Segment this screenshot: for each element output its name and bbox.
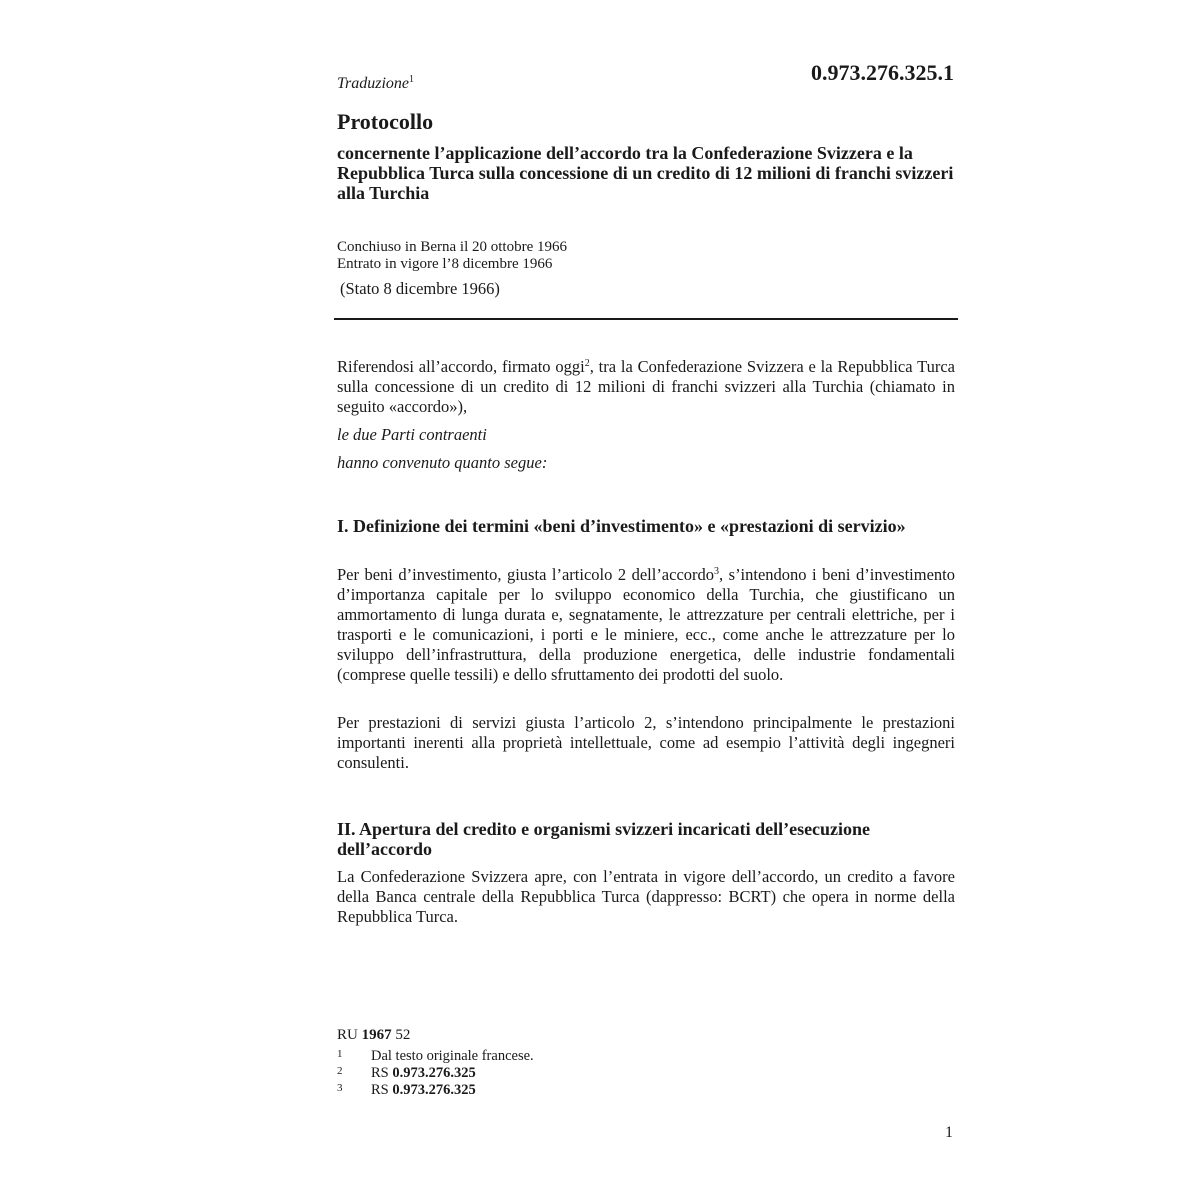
concluded-date: Conchiuso in Berna il 20 ottobre 1966 bbox=[337, 239, 567, 255]
footnote-3: 3 RS 0.973.276.325 bbox=[337, 1082, 476, 1098]
header-divider bbox=[334, 318, 958, 320]
in-force-date: Entrato in vigore l’8 dicembre 1966 bbox=[337, 256, 553, 272]
official-compilation-ref: RU 1967 52 bbox=[337, 1027, 411, 1043]
agreement-intro: hanno convenuto quanto segue: bbox=[337, 453, 548, 472]
section-2-heading: II. Apertura del credito e organismi svizzeri incaricati dell’esecuzione dell’accordo bbox=[337, 819, 871, 859]
footnote-ref-2[interactable]: 2 bbox=[584, 358, 590, 369]
document-number: 0.973.276.325.1 bbox=[811, 60, 954, 85]
status-date: (Stato 8 dicembre 1966) bbox=[340, 279, 500, 298]
footnote-2: 2 RS 0.973.276.325 bbox=[337, 1065, 476, 1081]
section-2-paragraph-1: La Confederazione Svizzera apre, con l’entrata in vigore dell’accordo, un credito a favore della Banca centrale della Repubblica Turca (dappresso: BCRT) che opera in norme della Repubblica Turca. bbox=[337, 867, 955, 926]
document-meta bbox=[337, 239, 567, 273]
section-1-heading: I. Definizione dei termini «beni d’investimento» e «prestazioni di servizio» bbox=[337, 516, 906, 536]
section-1-paragraph-2: Per prestazioni di servizi giusta l’articolo 2, s’intendono principalmente le prestazioni importanti inerenti alla proprietà intellettuale, come ad esempio l’attività degli ingegneri consulenti. bbox=[337, 713, 955, 772]
document-subtitle: concernente l’applicazione dell’accordo tra la Confederazione Svizzera e la Repubblica Turca sulla concessione di un credito di 12 milioni di franchi svizzeri alla Turchia bbox=[337, 143, 954, 203]
translation-label: Traduzione$^1$ bbox=[337, 74, 415, 92]
page-number: 1 bbox=[945, 1124, 953, 1141]
footnote-ref-1[interactable]: 1 bbox=[409, 74, 415, 85]
document-title: Protocollo bbox=[337, 109, 434, 134]
footnote-ref-3[interactable]: 3 bbox=[714, 566, 720, 577]
footnote-1: 1 Dal testo originale francese. bbox=[337, 1048, 534, 1064]
contracting-parties: le due Parti contraenti bbox=[337, 425, 487, 444]
section-1-paragraph-1: Per beni d’investimento, giusta l’articolo 2 dell’accordo$^3$, s’intendono i beni d’investimento d’importanza capitale per lo sviluppo economico della Turchia, che giustificano un ammortamento di lunga durata e, segnatamente, le attrezzature per centrali elettriche, per i trasporti e le comunicazioni, i porti e le miniere, ecc., come anche le attrezzature per lo sviluppo dell’infrastruttura, della produzione energetica, delle industrie fondamentali (comprese quelle tessili) e dello sfruttamento dei prodotti del suolo. bbox=[337, 565, 955, 684]
footnote-2-link[interactable]: 0.973.276.325 bbox=[392, 1065, 476, 1081]
footnote-3-link[interactable]: 0.973.276.325 bbox=[392, 1082, 476, 1098]
preamble-paragraph: Riferendosi all’accordo, firmato oggi$^2$, tra la Confederazione Svizzera e la Repubblica Turca sulla concessione di un credito di 12 milioni di franchi svizzeri alla Turchia (chiamato in seguito «accordo»), bbox=[337, 357, 955, 416]
